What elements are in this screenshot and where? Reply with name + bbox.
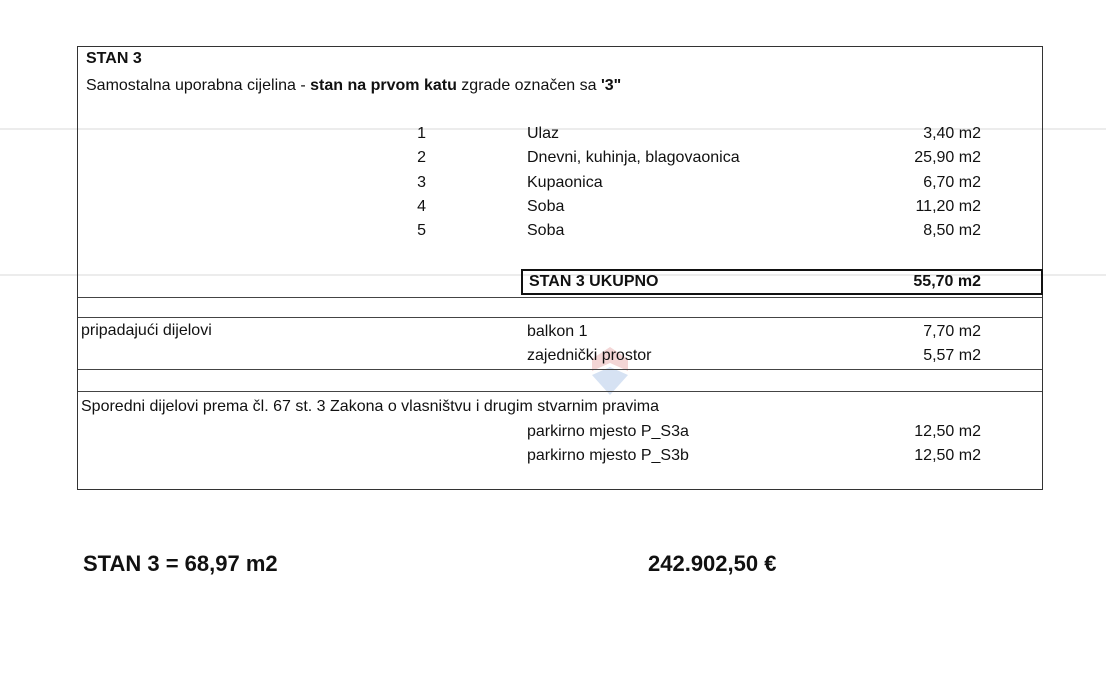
belonging-area: 5,57 m2 <box>923 347 981 364</box>
section-divider <box>78 317 1042 318</box>
room-name: Kupaonica <box>527 174 603 191</box>
secondary-name: parkirno mjesto P_S3b <box>527 447 689 464</box>
secondary-name: parkirno mjesto P_S3a <box>527 423 689 440</box>
description-text: zgrade označen sa <box>456 77 601 94</box>
room-name: Soba <box>527 222 565 239</box>
secondary-area: 12,50 m2 <box>914 447 981 464</box>
secondary-area: 12,50 m2 <box>914 423 981 440</box>
summary-area-total: STAN 3 = 68,97 m2 <box>83 551 278 576</box>
room-number: 3 <box>417 174 426 191</box>
section-divider <box>78 297 1042 298</box>
belonging-label: pripadajući dijelovi <box>81 322 212 339</box>
section-divider <box>78 369 1042 370</box>
belonging-area: 7,70 m2 <box>923 323 981 340</box>
room-name: Soba <box>527 198 565 215</box>
room-area: 11,20 m2 <box>915 198 981 215</box>
description-text: Samostalna uporabna cijelina - <box>86 77 311 94</box>
total-value: 55,70 m2 <box>913 273 981 290</box>
room-area: 6,70 m2 <box>923 174 981 191</box>
apartment-spec-table <box>77 46 1043 490</box>
room-area: 3,40 m2 <box>923 125 981 142</box>
room-number: 1 <box>417 125 426 142</box>
description-mark: '3" <box>600 77 622 94</box>
apartment-description <box>86 76 621 96</box>
room-number: 5 <box>417 222 426 239</box>
room-number: 2 <box>417 149 426 166</box>
section-divider <box>78 391 1042 392</box>
room-area: 8,50 m2 <box>923 222 981 239</box>
room-name: Ulaz <box>527 125 560 142</box>
apartment-title: STAN 3 <box>86 50 142 67</box>
room-area: 25,90 m2 <box>914 149 981 166</box>
secondary-label: Sporedni dijelovi prema čl. 67 st. 3 Zakona o vlasništvu i drugim stvarnim pravima <box>81 398 660 415</box>
room-name: Dnevni, kuhinja, blagovaonica <box>527 149 740 166</box>
summary-price: 242.902,50 € <box>648 551 777 576</box>
total-label: STAN 3 UKUPNO <box>529 273 659 290</box>
belonging-name: balkon 1 <box>527 323 588 340</box>
description-floor: stan na prvom katu <box>310 77 457 94</box>
room-number: 4 <box>417 198 426 215</box>
belonging-name: zajednički prostor <box>527 347 652 364</box>
